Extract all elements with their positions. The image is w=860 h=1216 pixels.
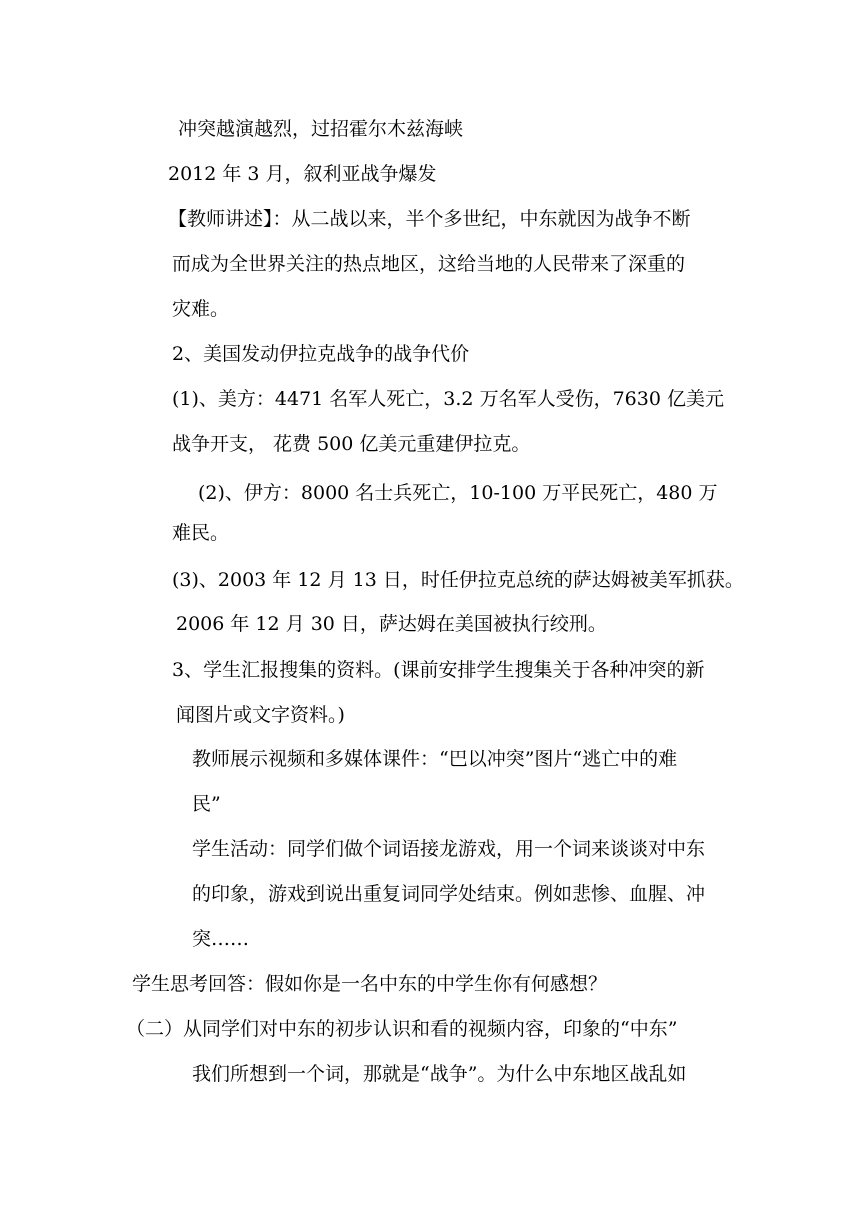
text-line: 灾难。 — [172, 298, 230, 320]
text-line: 难民。 — [172, 522, 230, 544]
text-line: 2006 年 12 月 30 日，萨达姆在美国被执行绞刑。 — [176, 613, 607, 635]
text-line: 学生活动：同学们做个词语接龙游戏，用一个词来谈谈对中东 — [192, 838, 706, 860]
section-heading: 3、学生汇报搜集的资料。(课前安排学生搜集关于各种冲突的新 — [172, 659, 705, 681]
text-line: (1)、美方：4471 名军人死亡，3.2 万名军人受伤，7630 亿美元 — [172, 388, 724, 410]
text-line: 学生思考回答：假如你是一名中东的中学生你有何感想？ — [132, 973, 608, 995]
text-line: 教师展示视频和多媒体课件：“巴以冲突”图片“逃亡中的难 — [192, 748, 678, 770]
text-line: 冲突越演越烈，过招霍尔木兹海峡 — [178, 118, 464, 140]
text-line: 2012 年 3 月，叙利亚战争爆发 — [168, 163, 437, 185]
text-line: 闻图片或文字资料。) — [176, 704, 345, 726]
text-line: 的印象，游戏到说出重复词同学处结束。例如悲惨、血腥、冲 — [192, 883, 706, 905]
text-line: 战争开支， 花费 500 亿美元重建伊拉克。 — [172, 433, 531, 455]
section-heading: （二）从同学们对中东的初步认识和看的视频内容，印象的“中东” — [126, 1018, 678, 1040]
text-line: 突…… — [192, 928, 250, 950]
text-line: (3)、2003 年 12 月 13 日，时任伊拉克总统的萨达姆被美军抓获。 — [172, 569, 744, 591]
text-line: 而成为全世界关注的热点地区，这给当地的人民带来了深重的 — [172, 253, 686, 275]
text-line: (2)、伊方：8000 名士兵死亡，10-100 万平民死亡，480 万 — [198, 482, 718, 504]
text-line: 【教师讲述】：从二战以来，半个多世纪，中东就因为战争不断 — [168, 208, 691, 230]
text-line: 民” — [192, 793, 221, 815]
text-line: 我们所想到一个词，那就是“战争”。为什么中东地区战乱如 — [192, 1063, 687, 1085]
section-heading: 2、美国发动伊拉克战争的战争代价 — [172, 343, 470, 365]
